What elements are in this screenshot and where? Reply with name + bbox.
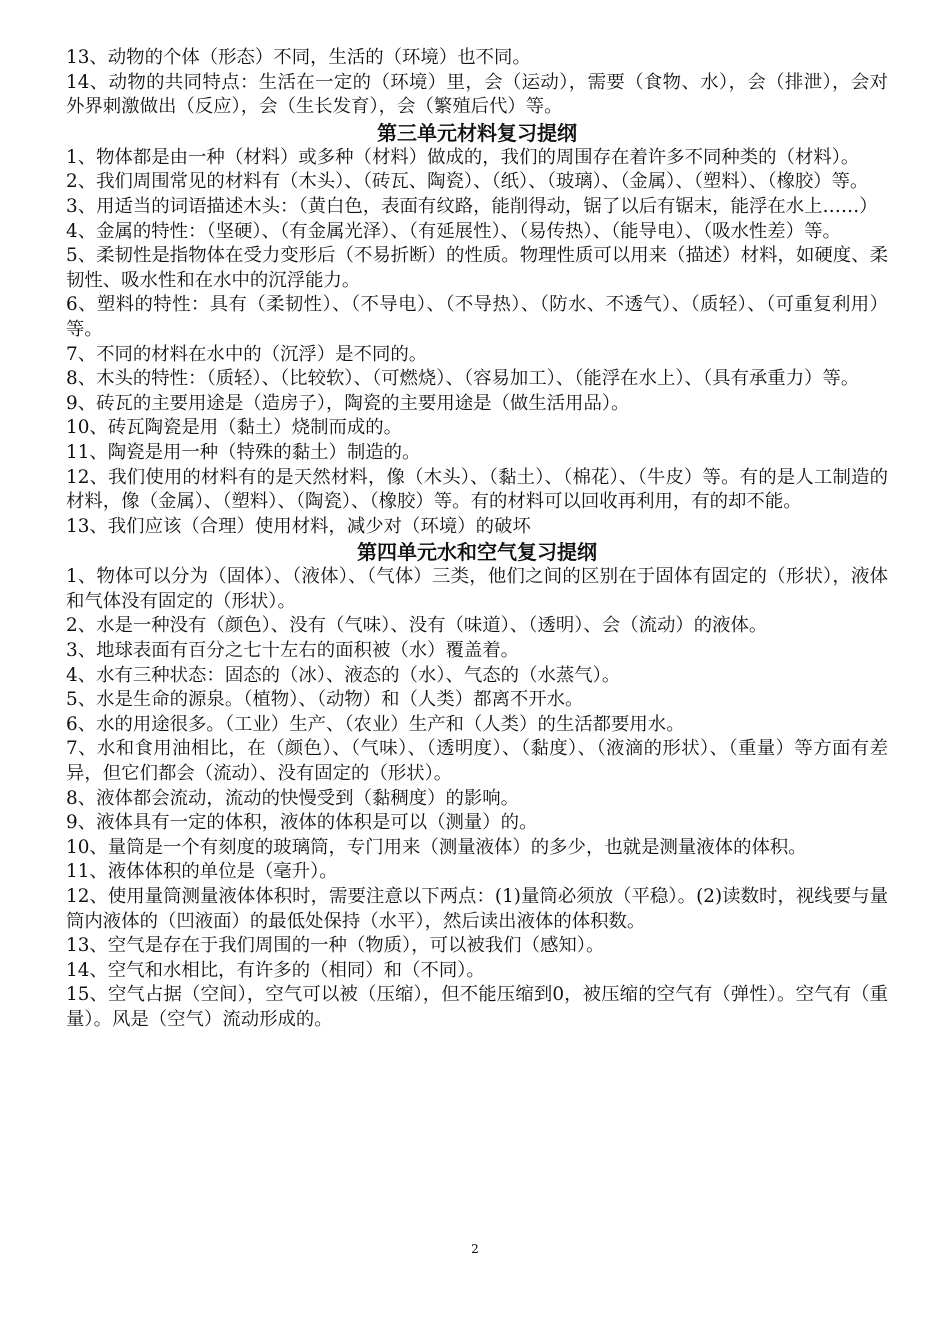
list-item: 9、砖瓦的主要用途是（造房子），陶瓷的主要用途是（做生活用品）。	[66, 392, 630, 414]
list-item: 9、液体具有一定的体积，液体的体积是可以（测量）的。	[66, 812, 538, 834]
list-item: 10、量筒是一个有刻度的玻璃筒，专门用来（测量液体）的多少，也就是测量液体的体积。	[66, 836, 807, 858]
list-item: 4、金属的特性：（坚硬）、（有金属光泽）、（有延展性）、（易传热）、（能导电）、（吸水性差）等。	[66, 220, 841, 242]
list-item: 7、水和食用油相比，在（颜色）、（气味）、（透明度）、（黏度）、（液滴的形状）、（重量）等方面有差异，但它们都会（流动）、没有固定的（形状）。	[66, 738, 888, 785]
list-item: 15、空气占据（空间），空气可以被（压缩），但不能压缩到0，被压缩的空气有（弹性）。空气有（重量）。风是（空气）流动形成的。	[66, 984, 888, 1030]
list-item: 6、塑料的特性：具有（柔韧性）、（不导电）、（不导热）、（防水、不透气）、（质轻）、（可重复利用）等。	[66, 294, 888, 340]
unit2-tail-section	[66, 46, 888, 120]
list-item: 12、使用量筒测量液体体积时，需要注意以下两点：(1)量筒必须放（平稳）。(2)读数时，视线要与量筒内液体的（凹液面）的最低处保持（水平），然后读出液体的体积数。	[66, 886, 888, 932]
list-item: 5、水是生命的源泉。（植物）、（动物）和（人类）都离不开水。	[66, 689, 584, 711]
list-item: 10、砖瓦陶瓷是用（黏土）烧制而成的。	[66, 417, 403, 439]
list-item: 3、用适当的词语描述木头：（黄白色，表面有纹路，能削得动，锯了以后有锯末，能浮在水上……）	[66, 195, 878, 217]
list-item: 3、地球表面有百分之七十左右的面积被（水）覆盖着。	[66, 640, 520, 662]
section-heading: 第四单元水和空气复习提纲	[357, 540, 597, 565]
list-item: 6、水的用途很多。（工业）生产、（农业）生产和（人类）的生活都要用水。	[66, 713, 685, 735]
list-item: 4、水有三种状态：固态的（冰）、液态的（水）、气态的（水蒸气）。	[66, 664, 621, 686]
list-item: 2、水是一种没有（颜色）、没有（气味）、没有（味道）、（透明）、会（流动）的液体。	[66, 615, 768, 637]
list-item: 11、陶瓷是用一种（特殊的黏土）制造的。	[66, 441, 421, 463]
list-item: 2、我们周围常见的材料有（木头）、（砖瓦、陶瓷）、（纸）、（玻璃）、（金属）、（塑料）、（橡胶）等。	[66, 171, 869, 193]
list-item: 1、物体可以分为（固体）、（液体）、（气体）三类，他们之间的区别在于固体有固定的（形状），液体和气体没有固定的（形状）。	[66, 566, 888, 612]
list-item: 8、液体都会流动，流动的快慢受到（黏稠度）的影响。	[66, 787, 520, 809]
list-item: 5、柔韧性是指物体在受力变形后（不易折断）的性质。物理性质可以用来（描述）材料，如硬度、柔韧性、吸水性和在水中的沉浮能力。	[66, 245, 888, 291]
page-number: 2	[471, 1242, 479, 1256]
unit4-section	[66, 539, 888, 1032]
list-item: 14、空气和水相比，有许多的（相同）和（不同）。	[66, 959, 485, 981]
section-heading: 第三单元材料复习提纲	[377, 120, 577, 145]
list-item: 13、我们应该（合理）使用材料，减少对（环境）的破坏	[66, 515, 531, 537]
list-item: 11、液体体积的单位是（毫升）。	[66, 861, 338, 883]
unit3-section	[66, 120, 888, 540]
list-item: 7、不同的材料在水中的（沉浮）是不同的。	[66, 343, 428, 365]
list-item: 14、动物的共同特点：生活在一定的（环境）里，会（运动），需要（食物、水），会（排泄），会对外界刺激做出（反应），会（生长发育），会（繁殖后代）等。	[66, 71, 888, 118]
list-item: 13、动物的个体（形态）不同，生活的（环境）也不同。	[66, 47, 531, 68]
list-item: 13、空气是存在于我们周围的一种（物质），可以被我们（感知）。	[66, 935, 605, 957]
list-item: 12、我们使用的材料有的是天然材料，像（木头）、（黏土）、（棉花）、（牛皮）等。有的是人工制造的材料，像（金属）、（塑料）、（陶瓷）、（橡胶）等。有的材料可以回收再利用，有的却不能。	[66, 466, 888, 513]
list-item: 1、物体都是由一种（材料）或多种（材料）做成的，我们的周围存在着许多不同种类的（材料）。	[66, 146, 860, 168]
list-item: 8、木头的特性：（质轻）、（比较软）、（可燃烧）、（容易加工）、（能浮在水上）、（具有承重力）等。	[66, 368, 860, 390]
